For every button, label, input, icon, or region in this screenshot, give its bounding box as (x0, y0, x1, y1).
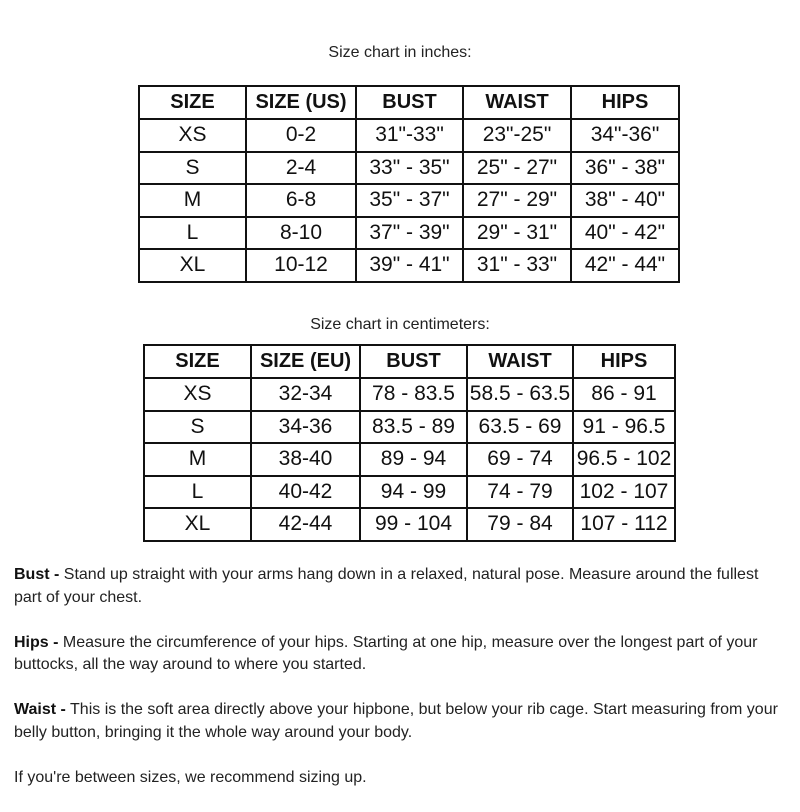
table-cell-bust: 31"-33" (356, 119, 463, 152)
table-cell-bust: 83.5 - 89 (360, 411, 467, 444)
centimeters-chart-caption: Size chart in centimeters: (310, 316, 490, 333)
table-cell-size-region: 34-36 (251, 411, 360, 444)
table-cell-bust: 94 - 99 (360, 476, 467, 509)
table-cell-size: S (144, 411, 251, 444)
table-cell-hips: 91 - 96.5 (573, 411, 675, 444)
table-cell-hips: 38" - 40" (571, 184, 679, 217)
table-row (139, 217, 679, 250)
table-cell-size-region: 38-40 (251, 443, 360, 476)
table-cell-hips: 102 - 107 (573, 476, 675, 509)
table-cell-size-region: 8-10 (246, 217, 356, 250)
table-cell-size: XS (144, 378, 251, 411)
table-cell-waist: 79 - 84 (467, 508, 573, 541)
centimeters-size-table (143, 344, 676, 542)
column-header-waist: WAIST (463, 86, 571, 119)
table-row (144, 378, 675, 411)
bust-note-label: Bust - (14, 566, 60, 583)
column-header-bust: BUST (360, 345, 467, 378)
table-cell-size-region: 10-12 (246, 249, 356, 282)
table-cell-hips: 34"-36" (571, 119, 679, 152)
table-cell-hips: 36" - 38" (571, 152, 679, 185)
table-cell-bust: 99 - 104 (360, 508, 467, 541)
waist-note (14, 699, 790, 744)
table-cell-bust: 37" - 39" (356, 217, 463, 250)
waist-note-text: This is the soft area directly above your hipbone, but below your rib cage. Start measuring from your belly button, bringing it the whole way around your body. (14, 701, 778, 741)
hips-note-label: Hips - (14, 633, 59, 651)
table-row (139, 119, 679, 152)
bust-note-text: Stand up straight with your arms hang down in a relaxed, natural pose. Measure around the fullest part of your chest. (14, 566, 759, 606)
table-row (139, 184, 679, 217)
sizing-advice: If you're between sizes, we recommend sizing up. (14, 768, 367, 786)
inches-chart-caption: Size chart in inches: (328, 44, 472, 61)
table-cell-hips: 96.5 - 102 (573, 443, 675, 476)
table-cell-hips: 107 - 112 (573, 508, 675, 541)
table-cell-size-region: 40-42 (251, 476, 360, 509)
column-header-size: SIZE (139, 86, 246, 119)
table-cell-size: XS (139, 119, 246, 152)
table-cell-size-region: 6-8 (246, 184, 356, 217)
column-header-hips: HIPS (571, 86, 679, 119)
table-cell-bust: 33" - 35" (356, 152, 463, 185)
column-header-size: SIZE (144, 345, 251, 378)
table-row (139, 152, 679, 185)
table-cell-bust: 89 - 94 (360, 443, 467, 476)
table-cell-waist: 27" - 29" (463, 184, 571, 217)
table-row (144, 476, 675, 509)
table-cell-waist: 23"-25" (463, 119, 571, 152)
table-header-row (139, 86, 679, 119)
hips-note (14, 632, 790, 677)
table-cell-bust: 39" - 41" (356, 249, 463, 282)
table-cell-size: L (139, 217, 246, 250)
table-row (139, 249, 679, 282)
table-header-row (144, 345, 675, 378)
table-row (144, 411, 675, 444)
table-cell-waist: 25" - 27" (463, 152, 571, 185)
table-cell-size: XL (144, 508, 251, 541)
column-header-hips: HIPS (573, 345, 675, 378)
inches-size-table (138, 85, 680, 283)
column-header-size-region: SIZE (EU) (251, 345, 360, 378)
table-cell-bust: 35" - 37" (356, 184, 463, 217)
table-cell-bust: 78 - 83.5 (360, 378, 467, 411)
table-cell-hips: 40" - 42" (571, 217, 679, 250)
table-cell-size-region: 0-2 (246, 119, 356, 152)
table-row (144, 443, 675, 476)
table-cell-waist: 58.5 - 63.5 (467, 378, 573, 411)
column-header-bust: BUST (356, 86, 463, 119)
measurement-notes (14, 564, 790, 812)
hips-note-text: Measure the circumference of your hips. Starting at one hip, measure over the longest part of your buttocks, all the way around to where you started. (14, 633, 758, 673)
table-cell-size-region: 32-34 (251, 378, 360, 411)
table-cell-hips: 42" - 44" (571, 249, 679, 282)
table-cell-waist: 63.5 - 69 (467, 411, 573, 444)
bust-note (14, 564, 790, 609)
table-cell-size: S (139, 152, 246, 185)
table-cell-hips: 86 - 91 (573, 378, 675, 411)
table-cell-size: L (144, 476, 251, 509)
table-cell-size-region: 42-44 (251, 508, 360, 541)
table-cell-size: M (144, 443, 251, 476)
table-cell-size: M (139, 184, 246, 217)
table-cell-waist: 29" - 31" (463, 217, 571, 250)
table-cell-size-region: 2-4 (246, 152, 356, 185)
table-cell-waist: 31" - 33" (463, 249, 571, 282)
column-header-size-region: SIZE (US) (246, 86, 356, 119)
table-cell-waist: 69 - 74 (467, 443, 573, 476)
table-row (144, 508, 675, 541)
table-cell-size: XL (139, 249, 246, 282)
waist-note-label: Waist - (14, 701, 66, 718)
column-header-waist: WAIST (467, 345, 573, 378)
table-cell-waist: 74 - 79 (467, 476, 573, 509)
